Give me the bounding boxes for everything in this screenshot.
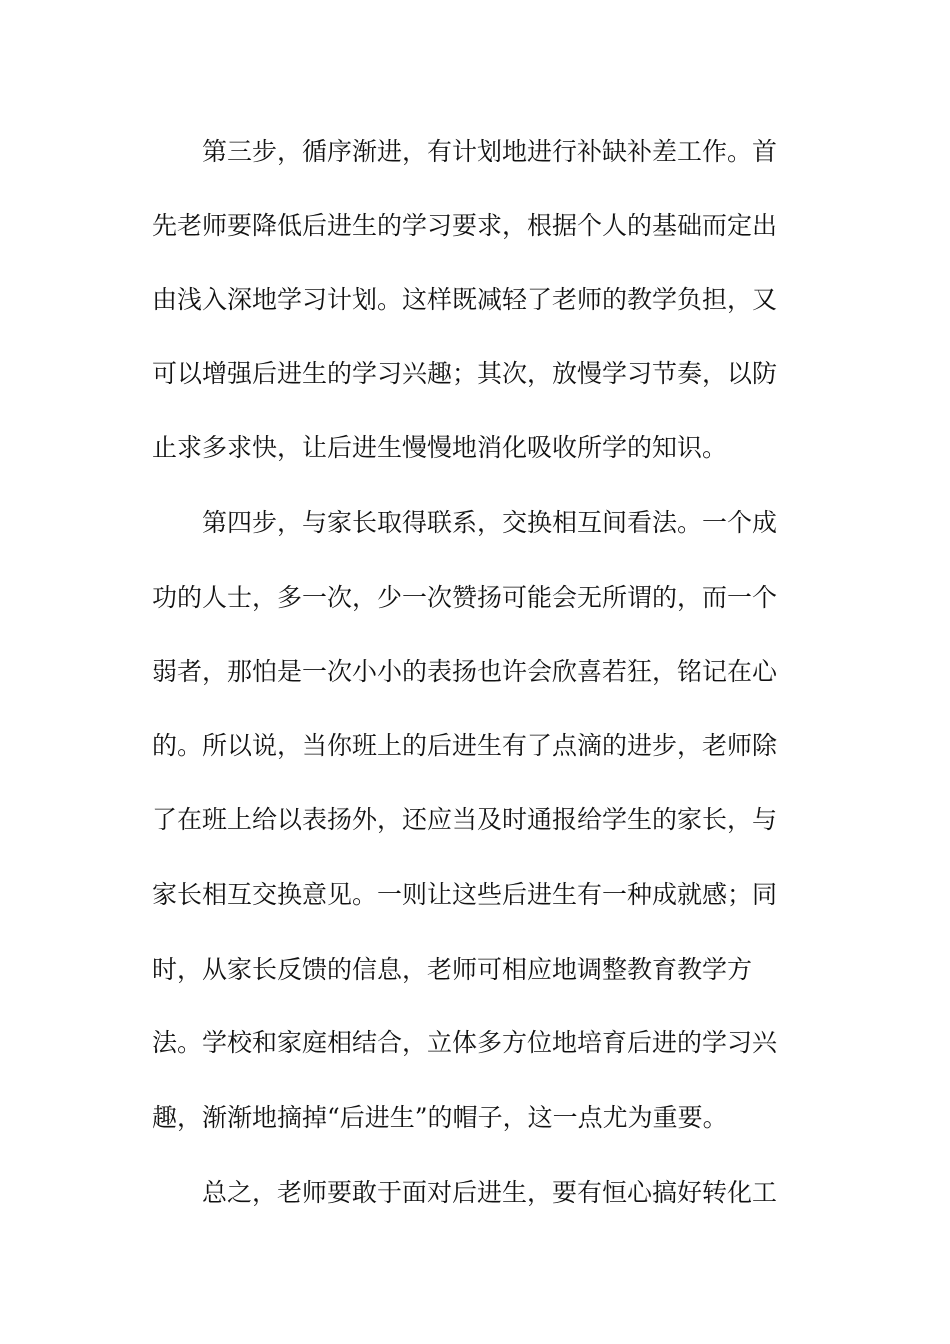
text-line-11: 家长相互交换意见。一则让这些后进生有一种成就感；同 (152, 880, 778, 909)
text-line-2: 先老师要降低后进生的学习要求，根据个人的基础而定出 (152, 211, 778, 240)
text-line-3: 由浅入深地学习计划。这样既减轻了老师的教学负担，又 (152, 285, 778, 314)
text-line-5: 止求多求快，让后进生慢慢地消化吸收所学的知识。 (152, 433, 728, 462)
text-line-14: 趣，渐渐地摘掉“后进生”的帽子，这一点尤为重要。 (152, 1103, 728, 1132)
text-line-12: 时，从家长反馈的信息，老师可相应地调整教育教学方 (152, 955, 753, 984)
text-line-7: 功的人士，多一次，少一次赞扬可能会无所谓的，而一个 (152, 583, 778, 612)
text-line-10: 了在班上给以表扬外，还应当及时通报给学生的家长，与 (152, 805, 778, 834)
text-line-15: 总之，老师要敢于面对后进生，要有恒心搞好转化工 (202, 1178, 778, 1207)
text-line-6: 第四步，与家长取得联系，交换相互间看法。一个成 (202, 508, 778, 537)
text-line-13: 法。学校和家庭相结合，立体多方位地培育后进的学习兴 (152, 1028, 778, 1057)
text-line-8: 弱者，那怕是一次小小的表扬也许会欣喜若狂，铭记在心 (152, 657, 778, 686)
text-line-4: 可以增强后进生的学习兴趣；其次，放慢学习节奏，以防 (152, 359, 778, 388)
text-line-9: 的。所以说，当你班上的后进生有了点滴的进步，老师除 (152, 731, 778, 760)
text-line-1: 第三步，循序渐进，有计划地进行补缺补差工作。首 (202, 137, 778, 166)
